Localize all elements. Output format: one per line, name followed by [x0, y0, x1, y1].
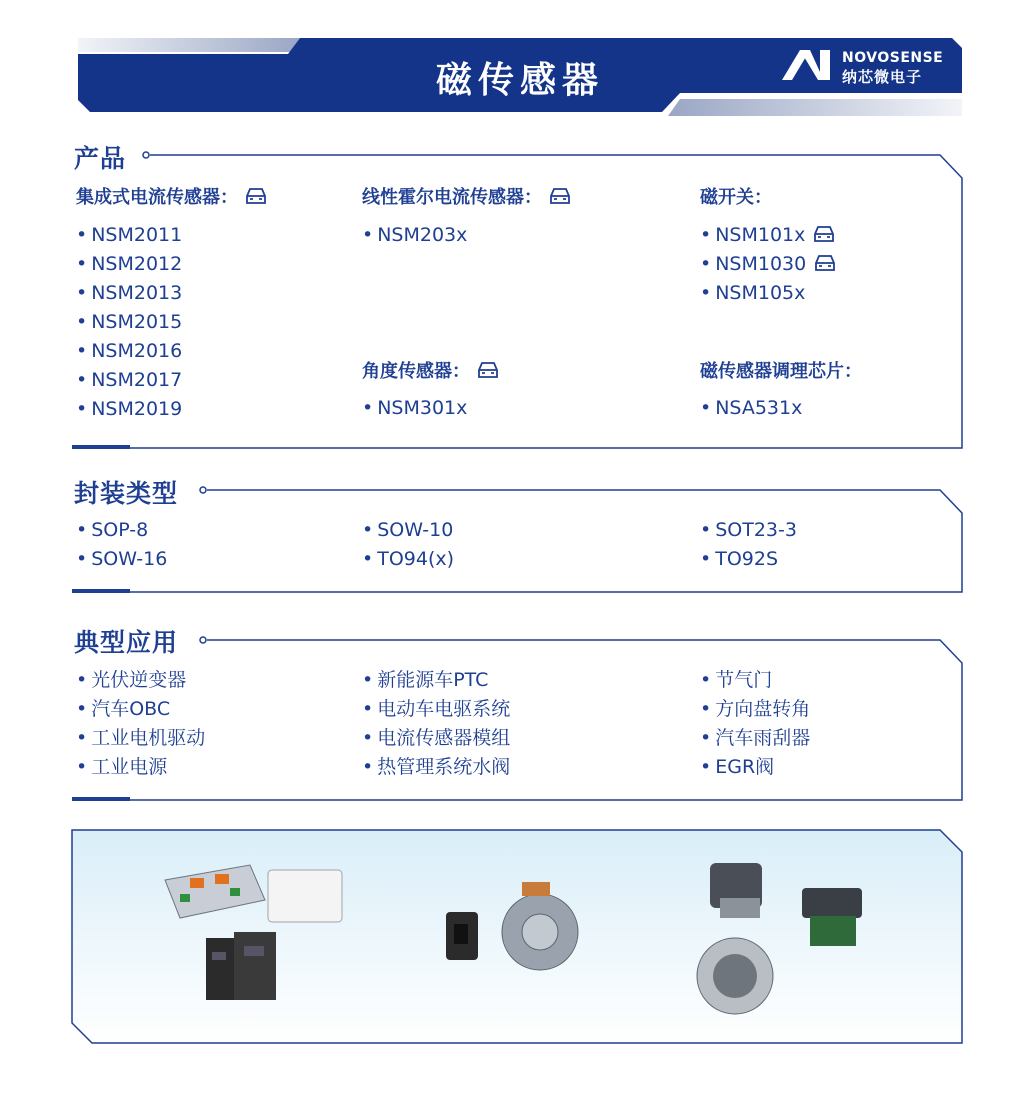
products-title: 产品: [74, 144, 127, 173]
angle-sensor-list: [362, 394, 467, 423]
list-item: • 热管理系统水阀: [362, 753, 510, 782]
list-item: • NSM2019: [76, 395, 182, 424]
list-item: • NSM101x: [700, 221, 838, 250]
list-item: • 汽车雨刮器: [700, 724, 810, 753]
list-item: • SOP-8: [76, 516, 167, 545]
list-item: • 光伏逆变器: [76, 666, 205, 695]
list-item: • 新能源车PTC: [362, 666, 510, 695]
list-item: • 节气门: [700, 666, 810, 695]
list-item: • NSM2017: [76, 366, 182, 395]
list-item: • 汽车OBC: [76, 695, 205, 724]
logo-text-en: NOVOSENSE: [842, 50, 944, 66]
list-item: • NSA531x: [700, 394, 802, 423]
list-item: • TO92S: [700, 545, 797, 574]
integrated-current-sensor-list: [76, 221, 182, 424]
list-item: • SOW-10: [362, 516, 454, 545]
list-item: • NSM2011: [76, 221, 182, 250]
list-item: • NSM203x: [362, 221, 467, 250]
car-icon: [476, 360, 500, 380]
list-item: • NSM105x: [700, 279, 838, 308]
applications-col3: [700, 666, 810, 782]
linear-hall-sensor-heading: 线性霍尔电流传感器：: [362, 183, 572, 209]
conditioner-chip-heading: 磁传感器调理芯片：: [700, 361, 862, 382]
applications-col2: [362, 666, 510, 782]
page-title: 磁传感器: [435, 60, 604, 101]
packages-col1: [76, 516, 167, 574]
list-item: • SOW-16: [76, 545, 167, 574]
packages-col3: [700, 516, 797, 574]
inverter-board-image: [160, 860, 350, 1015]
logo-text-cn: 纳芯微电子: [842, 68, 923, 86]
e-motor-image: [440, 880, 610, 975]
list-item: • 方向盘转角: [700, 695, 810, 724]
valve-throttle-image: [690, 858, 880, 1018]
list-item: • TO94(x): [362, 545, 454, 574]
list-item: • NSM2012: [76, 250, 182, 279]
car-icon: [244, 186, 268, 206]
car-icon: [812, 253, 838, 273]
list-item: • NSM2016: [76, 337, 182, 366]
list-item: • NSM2015: [76, 308, 182, 337]
linear-hall-sensor-list: [362, 221, 467, 250]
packages-title: 封装类型: [74, 479, 179, 508]
list-item: • 电动车电驱系统: [362, 695, 510, 724]
integrated-current-sensor-heading: 集成式电流传感器：: [76, 183, 268, 209]
packages-col2: [362, 516, 454, 574]
list-item: • 电流传感器模组: [362, 724, 510, 753]
list-item: • NSM301x: [362, 394, 467, 423]
magnetic-switch-heading: 磁开关：: [700, 187, 772, 208]
conditioner-chip-list: [700, 394, 802, 423]
list-item: • EGR阀: [700, 753, 810, 782]
list-item: • NSM1030: [700, 250, 838, 279]
car-icon: [811, 224, 837, 244]
list-item: • SOT23-3: [700, 516, 797, 545]
applications-title: 典型应用: [74, 628, 179, 657]
list-item: • 工业电机驱动: [76, 724, 205, 753]
list-item: • NSM2013: [76, 279, 182, 308]
list-item: • 工业电源: [76, 753, 205, 782]
applications-col1: [76, 666, 205, 782]
car-icon: [548, 186, 572, 206]
magnetic-switch-list: [700, 221, 838, 308]
angle-sensor-heading: 角度传感器：: [362, 357, 500, 383]
